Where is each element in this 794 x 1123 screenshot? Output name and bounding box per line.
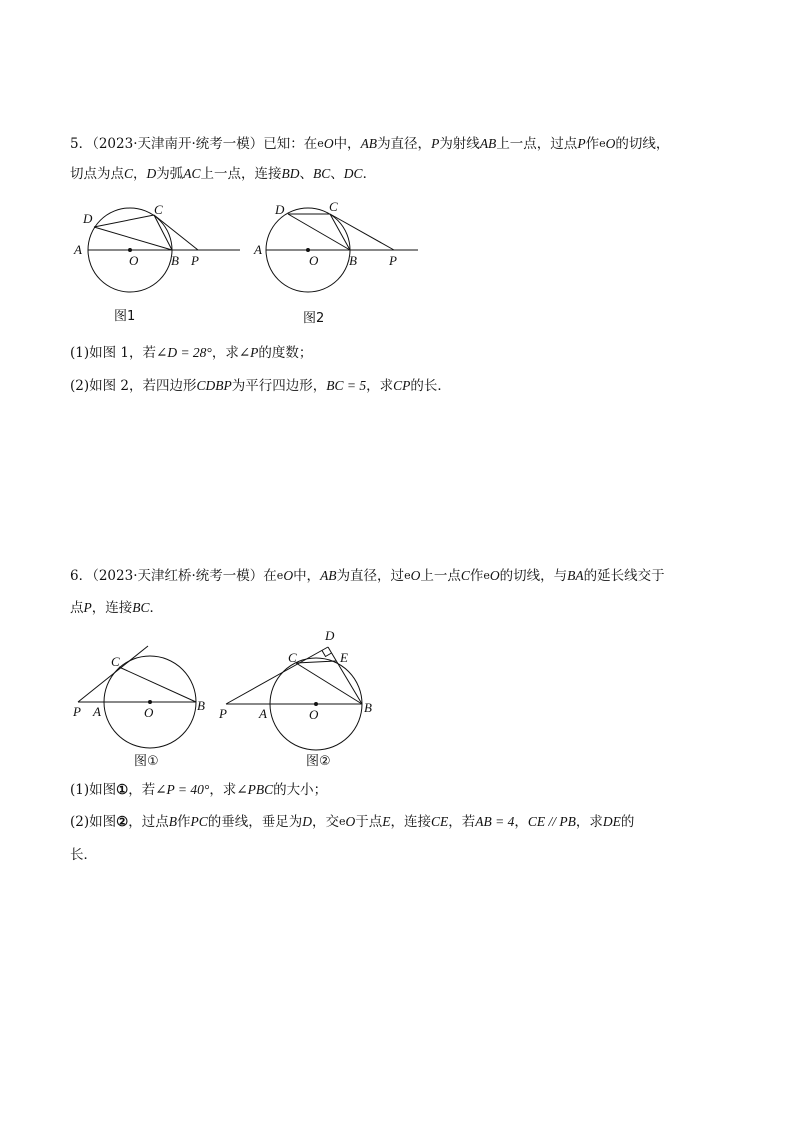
problem-number: 5．: [70, 136, 93, 152]
problem-5-figure-1: [68, 198, 248, 328]
problem-5-question-2: (2)如图 2，若四边形CDBP为平行四边形，BC = 5，求CP的长．: [70, 378, 451, 394]
segment-db: [94, 227, 172, 250]
circle-symbol: e: [317, 137, 324, 150]
label-c: C: [111, 654, 120, 669]
label-a: A: [93, 704, 101, 719]
figure-caption: 图②: [306, 754, 331, 769]
label-a: A: [259, 706, 267, 721]
problem-6-question-2: (2)如图②，过点B作PC的垂线，垂足为D，交eO于点E，连接CE，若AB = 4，CE // PB，求DE的: [70, 814, 635, 830]
label-p: P: [219, 706, 227, 721]
circle-symbol: e: [599, 137, 606, 150]
problem-source: （2023·天津南开·统考一模）: [92, 136, 264, 152]
label-c: C: [154, 202, 163, 217]
problem-6-statement-line-2: 点P，连接BC．: [70, 600, 164, 616]
label-o: O: [309, 253, 319, 268]
label-d: D: [275, 202, 285, 217]
figure-caption: 图2: [303, 311, 325, 326]
problem-6-statement-line-1: 6．（2023·天津红桥·统考一模）在eO中，AB为直径，过eO上一点C作eO的切线，与BA的延长线交于: [70, 568, 665, 584]
problem-5-statement-line-1: 5．（2023·天津南开·统考一模）已知：在eO中，AB为直径，P为射线AB上一点，过点P作eO的切线，: [70, 136, 670, 152]
problem-6-question-1: (1)如图①，若∠P = 40°，求∠PBC的大小；: [70, 782, 328, 798]
label-o: O: [129, 253, 139, 268]
figure-caption: 图1: [114, 309, 136, 324]
figure-caption: 图①: [134, 754, 159, 769]
tangent-pd: [226, 647, 328, 704]
problem-source: （2023·天津红桥·统考一模）: [92, 568, 264, 584]
label-o: O: [309, 707, 319, 722]
circle-symbol: e: [404, 569, 411, 582]
problem-5-figure-2: [250, 198, 430, 328]
tangent-pc: [154, 215, 198, 250]
label-b: B: [171, 253, 179, 268]
label-p: P: [73, 704, 81, 719]
problem-6-question-2-continued: 长．: [70, 847, 97, 863]
label-o: O: [144, 705, 154, 720]
label-e: E: [340, 650, 348, 665]
segment-dc: [94, 215, 154, 227]
problem-number: 6．: [70, 568, 93, 584]
center-dot: [314, 702, 318, 706]
center-dot: [128, 248, 132, 252]
problem-5-question-1: (1)如图 1，若∠D = 28°，求∠P的度数；: [70, 345, 313, 361]
label-a: A: [74, 242, 82, 257]
label-b: B: [364, 700, 372, 715]
problem-6-figure-2: [216, 626, 396, 776]
label-c: C: [288, 650, 297, 665]
circle-symbol: e: [483, 569, 490, 582]
label-a: A: [254, 242, 262, 257]
segment-cb: [296, 663, 362, 704]
label-c: C: [329, 199, 338, 214]
center-dot: [148, 700, 152, 704]
problem-5-statement-line-2: 切点为点C，D为弧AC上一点，连接BD、BC、DC．: [70, 166, 377, 182]
label-p: P: [389, 253, 397, 268]
segment-db: [288, 214, 350, 250]
label-p: P: [191, 253, 199, 268]
segment-bc: [154, 215, 172, 250]
circle-symbol: e: [339, 815, 346, 828]
center-dot: [306, 248, 310, 252]
label-b: B: [349, 253, 357, 268]
label-b: B: [197, 698, 205, 713]
problem-6-figure-1: [68, 636, 218, 776]
label-d: D: [83, 211, 93, 226]
circle-symbol: e: [276, 569, 284, 582]
label-d: D: [325, 628, 335, 643]
